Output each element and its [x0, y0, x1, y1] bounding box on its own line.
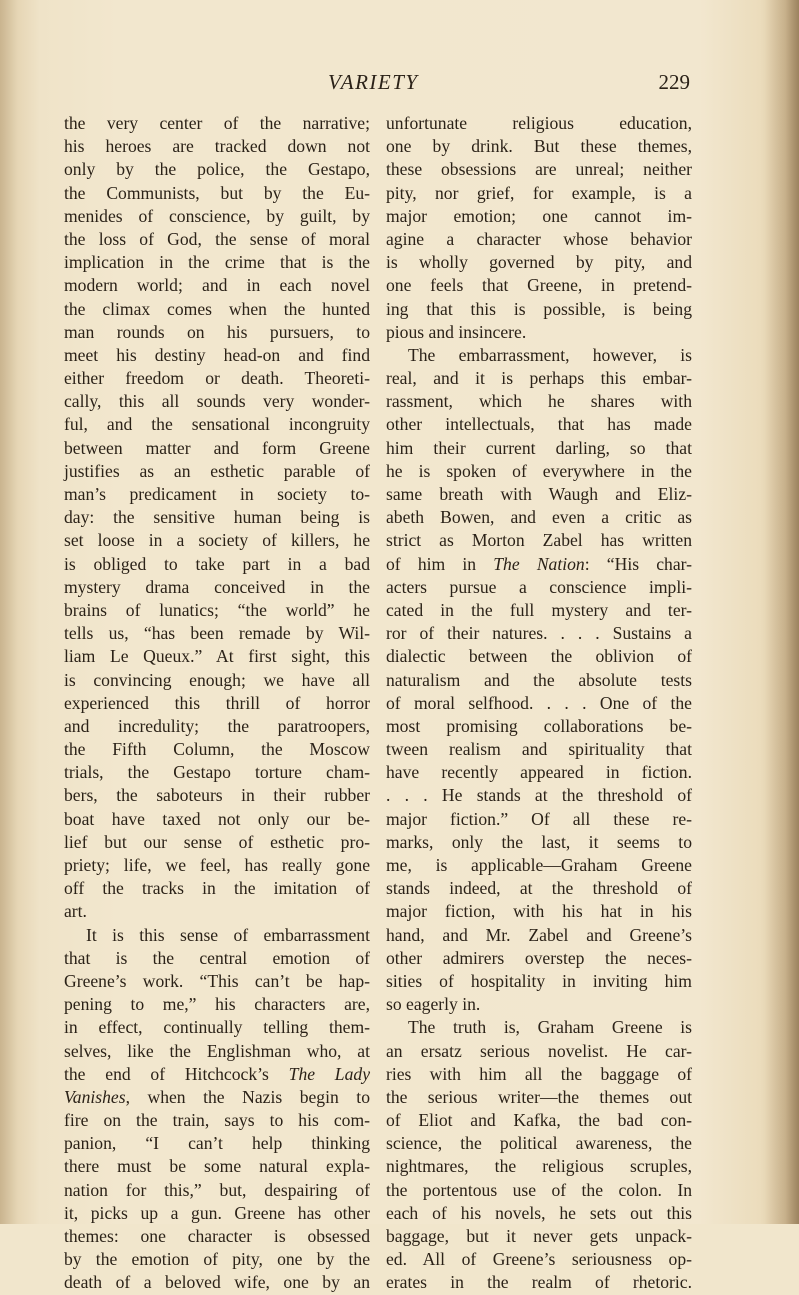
text-line: between matter and form Greene [64, 437, 370, 458]
text-line: so eagerly in. [386, 994, 481, 1015]
text-line: other admirers overstep the neces- [386, 947, 692, 968]
text-line: justifies as an esthetic parable of [64, 460, 370, 481]
text-line: that is the central emotion of [64, 947, 370, 968]
page-gutter-shadow [765, 0, 799, 1224]
text-line: each of his novels, he sets out this [386, 1202, 692, 1223]
text-line: implication in the crime that is the [64, 252, 370, 273]
running-head: VARIETY [328, 70, 419, 94]
text-line: the Communists, but by the Eu- [64, 182, 370, 203]
text-line: his heroes are tracked down not [64, 136, 370, 157]
text-line: mystery drama conceived in the [64, 576, 370, 597]
text-line: selves, like the Englishman who, at [64, 1040, 370, 1061]
text-line: liam Le Queux.” At first sight, this [64, 646, 370, 667]
text-line: tween realism and spirituality that [386, 739, 692, 760]
text-line: ries with him all the baggage of [386, 1063, 692, 1084]
text-line: in effect, continually telling them- [64, 1017, 370, 1038]
text-line: unfortunate religious education, [386, 113, 692, 133]
text-line: there must be some natural expla- [64, 1156, 370, 1177]
text-line: man’s predicament in society to- [64, 484, 370, 504]
text-line: marks, only the last, it seems to [386, 831, 692, 852]
text-line: day: the sensitive human being is [64, 507, 370, 528]
text-line: set loose in a society of killers, he [64, 530, 370, 551]
text-line: brains of lunatics; “the world” he [64, 599, 370, 620]
text-line: Greene’s work. “This can’t be hap- [64, 970, 370, 991]
text-line: art. [64, 901, 87, 922]
text-line: lief but our sense of esthetic pro- [64, 831, 370, 852]
text-line: nightmares, the religious scruples, [386, 1156, 692, 1177]
text-line: priety; life, we feel, has really gone [64, 855, 370, 875]
text-line: death of a beloved wife, one by an [64, 1272, 370, 1293]
text-line: most promising collaborations be- [386, 715, 692, 736]
text-line: abeth Bowen, and even a critic as [386, 507, 692, 528]
text-line: baggage, but it never gets unpack- [386, 1226, 692, 1246]
text-line: science, the political awareness, the [386, 1133, 692, 1154]
text-line: agine a character whose behavior [386, 228, 692, 249]
text-line: pity, nor grief, for example, is a [386, 182, 692, 203]
text-line: the very center of the narrative; [64, 113, 370, 133]
text-line: nation for this,” but, despairing of [64, 1179, 370, 1200]
text-line: an ersatz serious novelist. He car- [386, 1040, 692, 1061]
text-line: these obsessions are unreal; neither [386, 159, 692, 180]
text-line: pious and insincere. [386, 321, 527, 342]
text-line: menides of conscience, by guilt, by [64, 205, 370, 226]
text-line: The truth is, Graham Greene is [408, 1017, 692, 1038]
text-line: ror of their natures. . . . Sustains a [386, 623, 692, 644]
text-line: . . . He stands at the threshold of [386, 785, 692, 806]
text-line: him their current darling, so that [386, 437, 692, 458]
text-line: ing that this is possible, is being [386, 298, 692, 319]
text-line: dialectic between the oblivion of [386, 646, 692, 667]
text-line: naturalism and the absolute tests [386, 669, 692, 690]
text-line: is convincing enough; we have all [64, 669, 370, 690]
text-line: boat have taxed not only our be- [64, 808, 370, 829]
text-line: rassment, which he shares with [386, 391, 692, 412]
text-line: modern world; and in each novel [64, 275, 370, 296]
text-line: same breath with Waugh and Eliz- [386, 484, 692, 504]
text-line: bers, the saboteurs in their rubber [64, 785, 370, 806]
text-line: cated in the full mystery and ter- [386, 599, 692, 620]
text-column-right [386, 112, 692, 1295]
text-line: the end of Hitchcock’s The Lady [64, 1063, 370, 1084]
text-line: of Eliot and Kafka, the bad con- [386, 1110, 692, 1131]
text-line: by the emotion of pity, one by the [64, 1249, 370, 1270]
text-line: the loss of God, the sense of moral [64, 228, 370, 249]
text-line: trials, the Gestapo torture cham- [64, 762, 370, 783]
text-line: only by the police, the Gestapo, [64, 159, 370, 180]
text-line: off the tracks in the imitation of [64, 878, 370, 899]
text-line: one feels that Greene, in pretend- [386, 275, 692, 296]
text-line: me, is applicable—Graham Greene [386, 855, 692, 875]
text-line: It is this sense of embarrassment [86, 924, 370, 945]
text-column-left [64, 112, 370, 1295]
text-line: hand, and Mr. Zabel and Greene’s [386, 924, 692, 945]
text-line: the portentous use of the colon. In [386, 1179, 692, 1200]
text-line: major fiction.” Of all these re- [386, 808, 692, 829]
text-line: either freedom or death. Theoreti- [64, 368, 370, 389]
page-header [70, 70, 690, 104]
text-line: fire on the train, says to his com- [64, 1110, 370, 1131]
text-line: the Fifth Column, the Moscow [64, 739, 370, 760]
text-line: man rounds on his pursuers, to [64, 321, 370, 342]
text-line: meet his destiny head-on and find [64, 344, 370, 365]
text-line: he is spoken of everywhere in the [386, 460, 692, 481]
text-line: sities of hospitality in inviting him [386, 970, 692, 991]
text-line: the climax comes when the hunted [64, 298, 370, 319]
text-line: stands indeed, at the threshold of [386, 878, 692, 899]
text-line: of moral selfhood. . . . One of the [386, 692, 692, 713]
text-line: tells us, “has been remade by Wil- [64, 623, 370, 644]
text-line: is wholly governed by pity, and [386, 252, 692, 273]
text-line: is obliged to take part in a bad [64, 553, 370, 574]
text-line: other intellectuals, that has made [386, 414, 692, 435]
text-line: it, picks up a gun. Greene has other [64, 1202, 370, 1223]
text-line: and incredulity; the paratroopers, [64, 715, 370, 736]
text-line: ful, and the sensational incongruity [64, 414, 370, 435]
text-line: erates in the realm of rhetoric. [386, 1272, 692, 1293]
text-line: panion, “I can’t help thinking [64, 1133, 370, 1154]
text-line: of him in The Nation: “His char- [386, 553, 693, 574]
text-line: themes: one character is obsessed [64, 1226, 370, 1246]
text-line: ed. All of Greene’s seriousness op- [386, 1249, 692, 1270]
text-line: experienced this thrill of horror [64, 692, 370, 713]
text-line: strict as Morton Zabel has written [386, 530, 692, 551]
text-line: major emotion; one cannot im- [386, 205, 692, 226]
text-line: acters pursue a conscience impli- [386, 576, 692, 597]
text-line: The embarrassment, however, is [408, 344, 692, 365]
page-number: 229 [658, 70, 690, 94]
text-line: cally, this all sounds very wonder- [64, 391, 370, 412]
text-line: Vanishes, when the Nazis begin to [64, 1086, 370, 1107]
text-line: one by drink. But these themes, [386, 136, 692, 157]
text-line: pening to me,” his characters are, [64, 994, 370, 1015]
text-line: have recently appeared in fiction. [386, 762, 692, 783]
text-line: real, and it is perhaps this embar- [386, 368, 692, 389]
text-line: the serious writer—the themes out [386, 1086, 692, 1107]
text-line: major fiction, with his hat in his [386, 901, 692, 922]
